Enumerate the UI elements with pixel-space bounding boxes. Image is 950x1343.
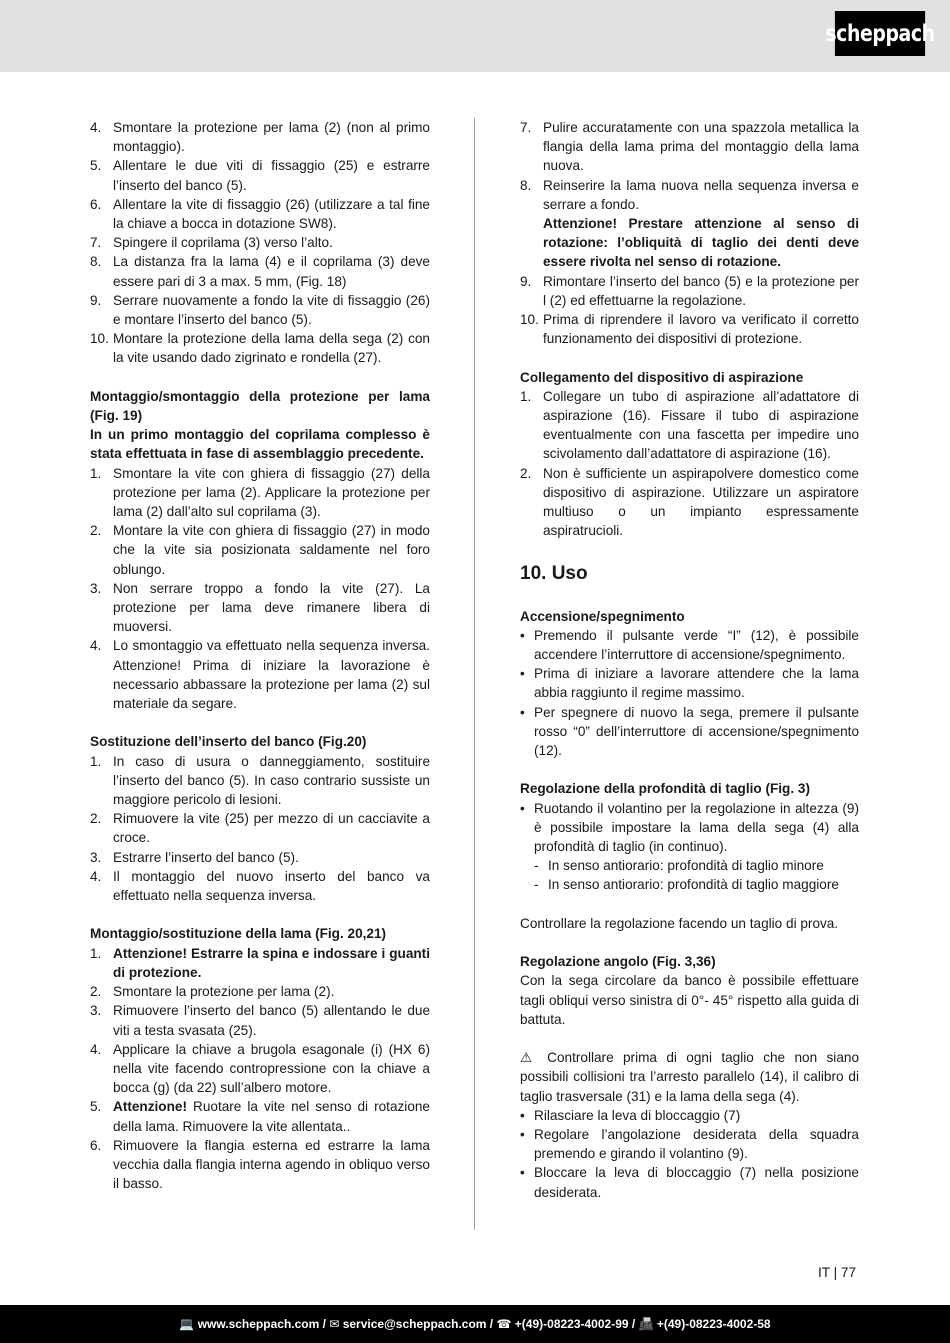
email-link[interactable]: service@scheppach.com / <box>342 1317 494 1331</box>
blade-steps-continued <box>520 118 859 348</box>
depth-check-text: Controllare la regolazione facendo un taglio di prova. <box>520 915 839 931</box>
power-bullet-list <box>520 626 859 760</box>
right-column <box>520 118 859 1202</box>
insert-section-heading: Sostituzione dell’inserto del banco (Fig.20) <box>90 734 367 750</box>
list-item: 3. Non serrare troppo a fondo la vite (27). La protezione per lama deve rimanere libera di muoversi. <box>90 580 430 635</box>
list-item: 6. Rimuovere la flangia esterna ed estrarre la lama vecchia dalla flangia interna agendo in obliquo verso il basso. <box>90 1137 430 1192</box>
list-item: 1. Collegare un tubo di aspirazione all’adattatore di aspirazione (16). Fissare il tubo di aspirazione eventualmente con una fascetta per impedire uno scivolamento dall’adattatore di aspirazione (16). <box>520 388 859 462</box>
computer-icon: 💻 <box>179 1317 195 1331</box>
list-item: • Regolare l’angolazione desiderata della squadra premendo e girando il volantino (9). <box>520 1127 859 1162</box>
list-item: - In senso antiorario: profondità di taglio minore <box>534 858 824 874</box>
list-item: 2. Smontare la protezione per lama (2). <box>90 984 335 1000</box>
list-item: 4. Il montaggio del nuovo inserto del banco va effettuato nella sequenza inversa. <box>90 868 430 904</box>
power-section-heading: Accensione/spegnimento <box>520 608 685 624</box>
list-item: 2. Non è sufficiente un aspirapolvere domestico come dispositivo di aspirazione. Utilizzare un aspiratore multiuso o un impianto espressamente aspiratrucioli. <box>520 465 859 539</box>
insert-steps-list <box>90 752 430 906</box>
guard-steps-list <box>90 464 430 714</box>
left-column <box>90 118 430 1193</box>
list-item: 3. Estrarre l’inserto del banco (5). <box>90 849 299 865</box>
list-item: 10. Prima di riprendere il lavoro va verificato il corretto funzionamento dei dispositivi di protezione. <box>520 312 859 347</box>
list-item: • Prima di iniziare a lavorare attendere che la lama abbia raggiunto il regime massimo. <box>520 666 859 701</box>
list-item: 1. Attenzione! Estrarre la spina e indossare i guanti di protezione. <box>90 945 430 980</box>
list-item: 7. Spingere il coprilama (3) verso l’alto. <box>90 235 333 251</box>
guard-section-heading: Montaggio/smontaggio della protezione per lama (Fig. 19) <box>90 388 430 424</box>
list-item: 8. La distanza fra la lama (4) e il coprilama (3) deve essere pari di 3 a max. 5 mm, (Fig. 18) <box>90 254 430 289</box>
list-item: 9. Serrare nuovamente a fondo la vite di fissaggio (26) e montare l’inserto del banco (5). <box>90 292 430 328</box>
section-title-uso: 10. Uso <box>520 562 588 584</box>
list-item: 8. Reinserire la lama nuova nella sequenza inversa e serrare a fondo. Attenzione! Prestare attenzione al senso di rotazione: l’obliquità di taglio dei denti deve essere rivolta nel senso di rotazione. <box>520 177 859 270</box>
rotation-warning: Attenzione! Prestare attenzione al senso di rotazione: l’obliquità di taglio dei denti deve essere rivolta nel senso di rotazione. <box>543 216 859 270</box>
column-divider <box>474 118 475 1230</box>
extraction-section-heading: Collegamento del dispositivo di aspirazione <box>520 369 804 385</box>
list-item: 4. Applicare la chiave a brugola esagonale (i) (HX 6) nella vite facendo contropressione con la chiave a bocca (g) (da 22) sull’albero motore. <box>90 1041 430 1096</box>
fax-icon: 📠 <box>638 1317 654 1331</box>
scheppach-logo[interactable]: scheppach <box>835 11 925 56</box>
angle-description: Con la sega circolare da banco è possibile effettuare tagli obliqui verso sinistra di 0°- 45° rispetto alla guida di battuta. <box>520 973 859 1027</box>
extraction-steps-list <box>520 387 859 541</box>
list-item: • Premendo il pulsante verde “I” (12), è possibile accendere l’interruttore di accensione/spegnimento. <box>520 627 859 663</box>
list-item: • Ruotando il volantino per la regolazione in altezza (9) è possibile impostare la lama della sega (4) alla profondità di taglio (in continuo). <box>520 800 859 855</box>
angle-section-heading: Regolazione angolo (Fig. 3,36) <box>520 954 716 970</box>
list-item: • Per spegnere di nuovo la sega, premere il pulsante rosso “0” dell’interruttore di accensione/spegnimento (12). <box>520 704 859 759</box>
phone-icon: ☎ <box>496 1317 512 1331</box>
phone-number[interactable]: +(49)-08223-4002-99 / <box>514 1317 636 1331</box>
blade-section-heading: Montaggio/sostituzione della lama (Fig. 20,21) <box>90 926 387 942</box>
list-item: 5. Attenzione! Ruotare la vite nel senso di rotazione della lama. Rimuovere la vite allentata.. <box>90 1099 430 1134</box>
list-item: 1. In caso di usura o danneggiamento, sostituire l’inserto del banco (5). In caso contrario sussiste un maggiore pericolo di lesioni. <box>90 753 430 808</box>
list-item: 1. Smontare la vite con ghiera di fissaggio (27) della protezione per lama (2). Applicare la protezione per lama (2) dall’alto sul coprilama (3). <box>90 465 430 520</box>
list-item: 9. Rimontare l’inserto del banco (5) e la protezione per l (2) ed effettuarne la regolazione. <box>520 273 859 308</box>
intro-steps-list <box>90 118 430 368</box>
depth-section-heading: Regolazione della profondità di taglio (Fig. 3) <box>520 781 811 797</box>
list-item: 4. Smontare la protezione per lama (2) (non al primo montaggio). <box>90 120 430 155</box>
list-item: 4. Lo smontaggio va effettuato nella sequenza inversa. Attenzione! Prima di iniziare la lavorazione è necessario abbassare la protezione per lama (2) sul materiale da segare. <box>90 638 430 712</box>
angle-bullet-list <box>520 1106 859 1202</box>
website-link[interactable]: www.scheppach.com / <box>197 1317 326 1331</box>
list-item: 3. Rimuovere l’inserto del banco (5) allentando le due viti a testa svasata (25). <box>90 1003 430 1038</box>
blade-steps-list <box>90 944 430 1194</box>
fax-number: +(49)-08223-4002-58 <box>656 1317 771 1331</box>
list-item: - In senso antiorario: profondità di taglio maggiore <box>534 877 839 893</box>
list-item: • Bloccare la leva di bloccaggio (7) nella posizione desiderata. <box>520 1165 859 1200</box>
list-item: 10. Montare la protezione della lama della sega (2) con la vite usando dado zigrinato e rondella (27). <box>90 331 430 366</box>
list-item: 2. Montare la vite con ghiera di fissaggio (27) in modo che la vite sia posizionata saldamente nel foro oblungo. <box>90 523 430 577</box>
guard-section-note: In un primo montaggio del coprilama complesso è stata effettuata in fase di assemblaggio precedente. <box>90 427 430 462</box>
list-item: 2. Rimuovere la vite (25) per mezzo di un cacciavite a croce. <box>90 811 430 846</box>
list-item: • Rilasciare la leva di bloccaggio (7) <box>520 1107 741 1123</box>
warning-icon: ⚠ <box>520 1050 538 1066</box>
header-bar <box>0 0 950 72</box>
page-number: IT | 77 <box>818 1265 857 1280</box>
angle-warning: ⚠ Controllare prima di ogni taglio che non siano possibili collisioni tra l’arresto parallelo (14), il calibro di taglio trasversale (31) e la lama della sega (4). <box>520 1050 860 1104</box>
mail-icon: ✉ <box>329 1317 340 1331</box>
list-item: 7. Pulire accuratamente con una spazzola metallica la flangia della lama prima del montaggio della lama nuova. <box>520 120 859 174</box>
list-item: 5. Allentare le due viti di fissaggio (25) e estrarre l’inserto del banco (5). <box>90 158 430 193</box>
list-item: 6. Allentare la vite di fissaggio (26) (utilizzare a tal fine la chiave a bocca in dotazione SW8). <box>90 196 430 232</box>
footer-bar <box>0 1305 950 1343</box>
